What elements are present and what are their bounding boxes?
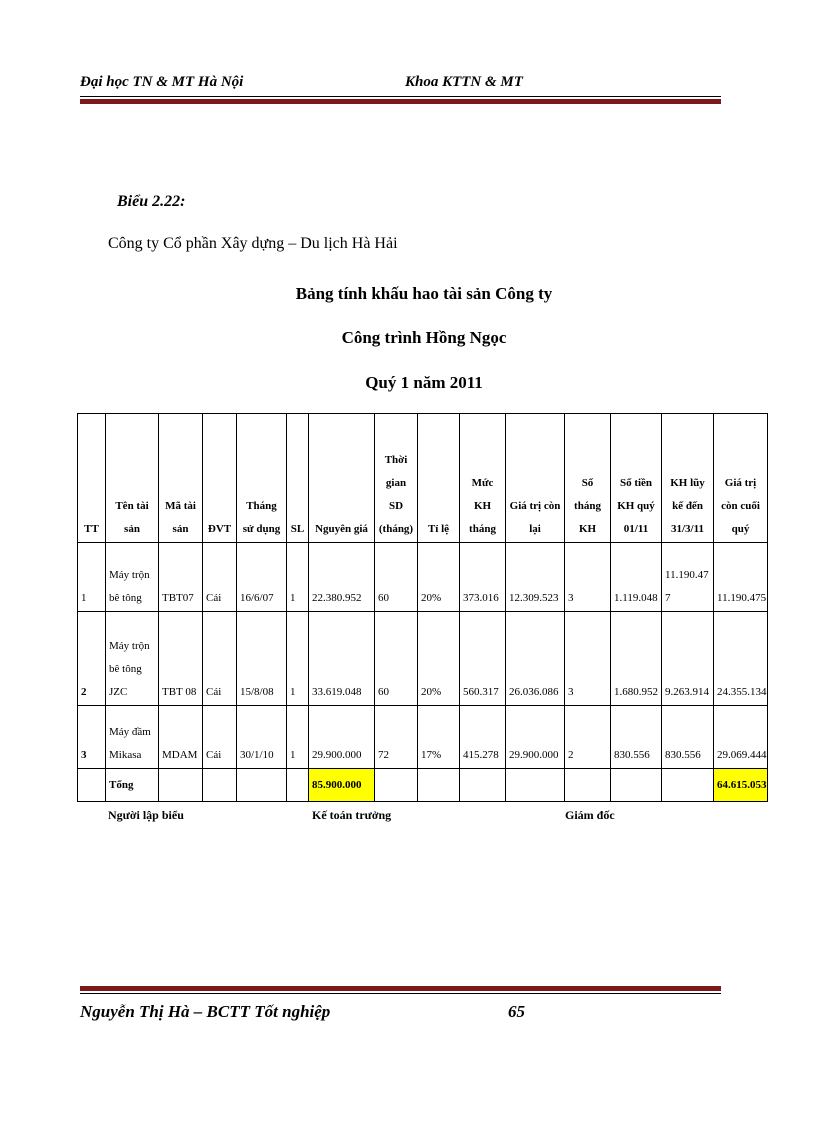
table-row — [78, 612, 768, 706]
table-cell: 60 — [375, 543, 418, 612]
table-cell: 29.069.444 — [714, 706, 768, 769]
signature-accountant: Kế toán trưởng — [312, 808, 392, 822]
col-header: Mã tài sản — [159, 414, 203, 543]
table-row — [78, 543, 768, 612]
table-cell: MDAM — [159, 706, 203, 769]
table-cell: 12.309.523 — [506, 543, 565, 612]
header-university: Đại học TN & MT Hà Nội — [80, 74, 244, 90]
table-cell: 72 — [375, 706, 418, 769]
table-cell: 1 — [78, 543, 106, 612]
table-cell: 1 — [287, 706, 309, 769]
table-cell: 11.190.475 — [714, 543, 768, 612]
page-number: 65 — [508, 1002, 525, 1021]
table-title: Bảng tính khấu hao tài sản Công ty — [295, 284, 553, 303]
table-cell: 2 — [78, 612, 106, 706]
table-cell: 15/8/08 — [237, 612, 287, 706]
col-header: Nguyên giá — [309, 414, 375, 543]
signature-preparer: Người lập biểu — [108, 808, 184, 822]
col-header: TT — [78, 414, 106, 543]
table-cell: 1 — [287, 543, 309, 612]
table-cell: 16/6/07 — [237, 543, 287, 612]
col-header: Tên tài sản — [106, 414, 159, 543]
table-cell: 29.900.000 — [506, 706, 565, 769]
footer-rule — [80, 986, 721, 996]
header-row — [78, 414, 768, 543]
total-original-cost: 85.900.000 — [309, 769, 375, 802]
col-header: SL — [287, 414, 309, 543]
col-header: KH lũy kế đến 31/3/11 — [662, 414, 714, 543]
col-header: Giá trị còn lại — [506, 414, 565, 543]
table-cell: 830.556 — [662, 706, 714, 769]
table-cell: 9.263.914 — [662, 612, 714, 706]
table-cell: 30/1/10 — [237, 706, 287, 769]
period-title: Quý 1 năm 2011 — [365, 373, 483, 392]
table-cell: Máy đầm Mikasa — [106, 706, 159, 769]
col-header: ĐVT — [203, 414, 237, 543]
signature-director: Giám đốc — [565, 808, 615, 822]
table-cell: 2 — [565, 706, 611, 769]
table-cell: 3 — [565, 612, 611, 706]
table-cell: 20% — [418, 612, 460, 706]
table-cell: 29.900.000 — [309, 706, 375, 769]
depreciation-table — [77, 413, 768, 802]
table-cell: 26.036.086 — [506, 612, 565, 706]
table-cell: 373.016 — [460, 543, 506, 612]
table-cell: Cái — [203, 612, 237, 706]
col-header: Mức KH tháng — [460, 414, 506, 543]
table-cell: 60 — [375, 612, 418, 706]
table-cell: TBT 08 — [159, 612, 203, 706]
header-rule — [80, 96, 721, 104]
caption: Biểu 2.22: — [117, 193, 186, 210]
table-cell: 1.119.048 — [611, 543, 662, 612]
table-cell: Cái — [203, 706, 237, 769]
table-cell: 22.380.952 — [309, 543, 375, 612]
table-cell: 1.680.952 — [611, 612, 662, 706]
table-cell: 1 — [287, 612, 309, 706]
total-label: Tổng — [106, 769, 159, 802]
total-row — [78, 769, 768, 802]
header-faculty: Khoa KTTN & MT — [405, 74, 523, 90]
table-cell: 3 — [565, 543, 611, 612]
col-header: Giá trị còn cuối quý — [714, 414, 768, 543]
table-row — [78, 706, 768, 769]
company-name: Công ty Cổ phần Xây dựng – Du lịch Hà Hải — [108, 235, 398, 252]
table-cell: 11.190.477 — [662, 543, 714, 612]
col-header: Số tháng KH — [565, 414, 611, 543]
table-cell: TBT07 — [159, 543, 203, 612]
col-header: Thời gian SD (tháng) — [375, 414, 418, 543]
col-header: Số tiền KH quý 01/11 — [611, 414, 662, 543]
table-cell: 33.619.048 — [309, 612, 375, 706]
table-cell: 3 — [78, 706, 106, 769]
table-cell: 24.355.134 — [714, 612, 768, 706]
table-cell: 560.317 — [460, 612, 506, 706]
footer-author: Nguyễn Thị Hà – BCTT Tốt nghiệp — [80, 1002, 331, 1021]
table-cell: Cái — [203, 543, 237, 612]
table-cell: 415.278 — [460, 706, 506, 769]
col-header: Tỉ lệ — [418, 414, 460, 543]
table-cell: 17% — [418, 706, 460, 769]
table-cell: 20% — [418, 543, 460, 612]
col-header: Tháng sử dụng — [237, 414, 287, 543]
table-cell: Máy trộn bê tông JZC — [106, 612, 159, 706]
project-title: Công trình Hồng Ngọc — [341, 328, 507, 347]
table-cell: Máy trộn bê tông — [106, 543, 159, 612]
total-remaining-value: 64.615.053 — [714, 769, 768, 802]
table-cell: 830.556 — [611, 706, 662, 769]
